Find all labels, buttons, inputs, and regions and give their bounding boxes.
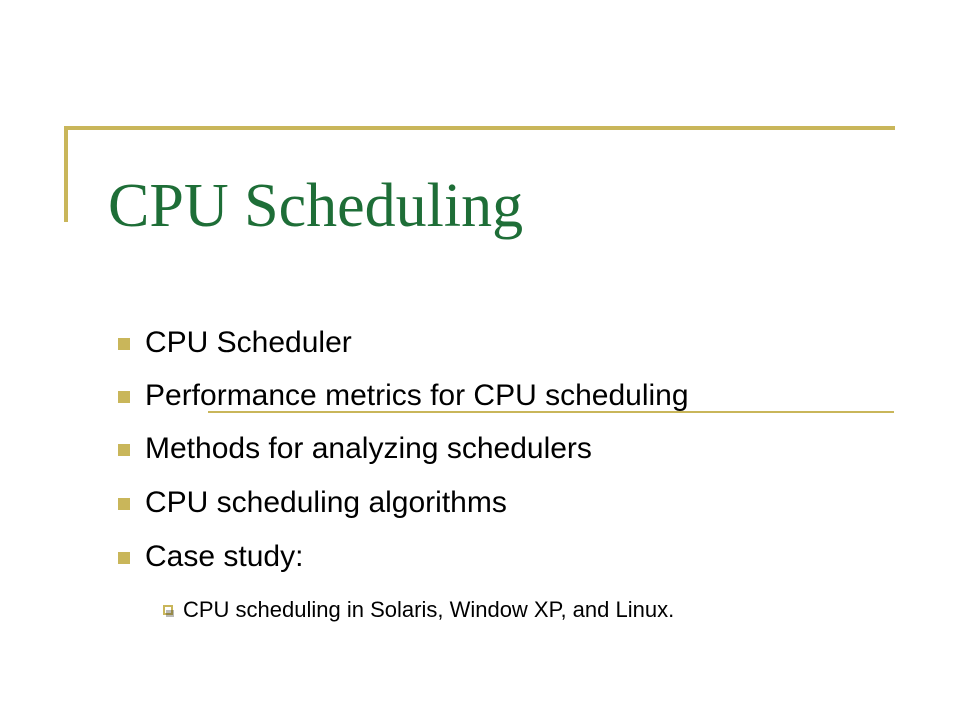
bullet-text: Performance metrics for CPU scheduling <box>145 379 689 412</box>
bullet-text: Methods for analyzing schedulers <box>145 432 592 465</box>
square-bullet-icon <box>118 338 130 350</box>
square-bullet-icon <box>118 552 130 564</box>
bullet-text: CPU Scheduler <box>145 326 352 359</box>
hollow-square-bullet-icon <box>163 605 173 615</box>
left-rule <box>64 126 68 222</box>
square-bullet-icon <box>118 391 130 403</box>
top-rule <box>64 126 895 130</box>
sub-bullet-text: CPU scheduling in Solaris, Window XP, and Linux. <box>183 597 675 622</box>
slide-title: CPU Scheduling <box>108 172 524 240</box>
square-bullet-icon <box>118 444 130 456</box>
square-bullet-icon <box>118 498 130 510</box>
bullet-text: Case study: <box>145 540 304 573</box>
bullet-text: CPU scheduling algorithms <box>145 486 507 519</box>
